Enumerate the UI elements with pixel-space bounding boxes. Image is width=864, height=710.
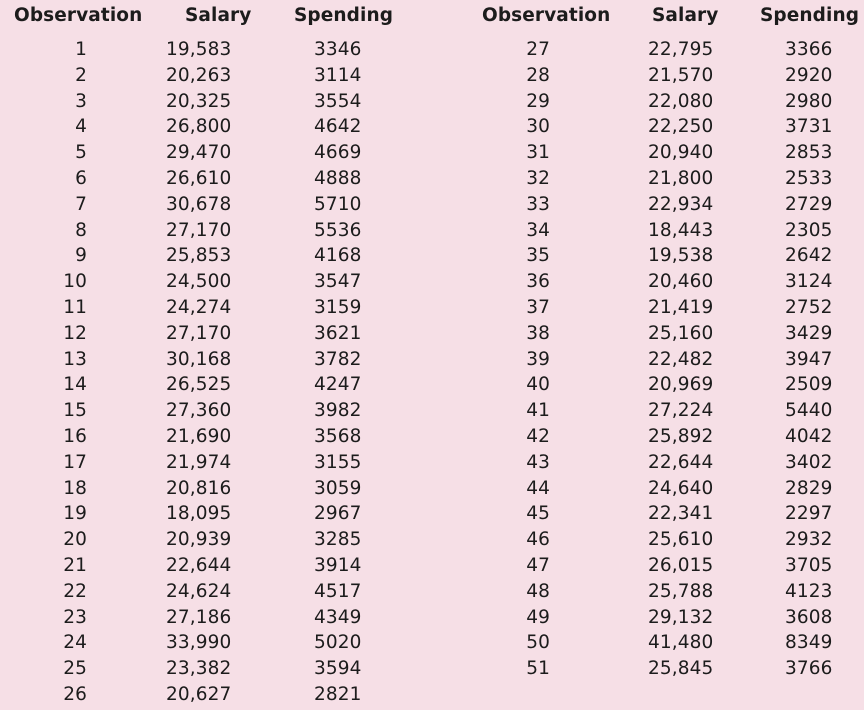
- cell-salary: 22,644: [648, 451, 714, 473]
- cell-observation: 4: [75, 116, 87, 138]
- table-row: [460, 192, 864, 218]
- cell-salary: 20,816: [166, 477, 232, 499]
- cell-salary: 18,095: [166, 503, 232, 525]
- cell-observation: 5: [75, 142, 87, 164]
- cell-observation: 41: [526, 400, 550, 422]
- cell-spending: 3285: [314, 529, 362, 551]
- cell-observation: 30: [526, 116, 550, 138]
- table-row: [460, 476, 864, 502]
- cell-salary: 22,341: [648, 503, 714, 525]
- table-row: [0, 630, 420, 656]
- cell-spending: 2853: [785, 142, 833, 164]
- header-spending: Spending: [294, 5, 394, 26]
- cell-observation: 8: [75, 219, 87, 241]
- cell-salary: 21,974: [166, 451, 232, 473]
- table-row: [460, 269, 864, 295]
- table-row: [0, 450, 420, 476]
- cell-salary: 24,500: [166, 271, 232, 293]
- cell-observation: 26: [63, 683, 87, 705]
- cell-spending: 2297: [785, 503, 833, 525]
- cell-salary: 30,678: [166, 193, 232, 215]
- cell-salary: 27,170: [166, 219, 232, 241]
- cell-spending: 3346: [314, 39, 362, 60]
- cell-salary: 21,690: [166, 425, 232, 447]
- cell-observation: 28: [526, 64, 550, 86]
- cell-salary: 24,624: [166, 580, 232, 602]
- cell-observation: 15: [63, 400, 87, 422]
- cell-spending: 5440: [785, 400, 833, 422]
- cell-spending: 3705: [785, 554, 833, 576]
- cell-observation: 22: [63, 580, 87, 602]
- cell-observation: 44: [526, 477, 550, 499]
- cell-observation: 14: [63, 374, 87, 396]
- table-row: [460, 553, 864, 579]
- cell-salary: 21,570: [648, 64, 714, 86]
- cell-spending: 3059: [314, 477, 362, 499]
- cell-observation: 31: [526, 142, 550, 164]
- cell-observation: 51: [526, 658, 550, 680]
- cell-spending: 4247: [314, 374, 362, 396]
- cell-observation: 46: [526, 529, 550, 551]
- cell-spending: 2729: [785, 193, 833, 215]
- cell-observation: 25: [63, 658, 87, 680]
- cell-spending: 3159: [314, 296, 362, 318]
- table-row: [460, 321, 864, 347]
- table-row: [460, 295, 864, 321]
- cell-spending: 5536: [314, 219, 362, 241]
- cell-spending: 2509: [785, 374, 833, 396]
- cell-salary: 23,382: [166, 658, 232, 680]
- table-row: [460, 450, 864, 476]
- cell-spending: 3766: [785, 658, 833, 680]
- table-left-block: [0, 0, 420, 704]
- cell-observation: 42: [526, 425, 550, 447]
- table-row: [460, 424, 864, 450]
- table-row: [0, 682, 420, 708]
- table-row: [0, 372, 420, 398]
- cell-salary: 18,443: [648, 219, 714, 241]
- header-observation: Observation: [14, 5, 143, 26]
- cell-salary: 30,168: [166, 348, 232, 370]
- table-row: [0, 37, 420, 63]
- cell-salary: 25,160: [648, 322, 714, 344]
- cell-observation: 29: [526, 90, 550, 112]
- cell-spending: 4517: [314, 580, 362, 602]
- cell-observation: 20: [63, 529, 87, 551]
- cell-salary: 25,845: [648, 658, 714, 680]
- cell-observation: 38: [526, 322, 550, 344]
- cell-salary: 22,644: [166, 554, 232, 576]
- header-spending: Spending: [760, 5, 860, 26]
- cell-spending: 2533: [785, 167, 833, 189]
- cell-spending: 3402: [785, 451, 833, 473]
- cell-spending: 3554: [314, 90, 362, 112]
- cell-spending: 4669: [314, 142, 362, 164]
- cell-salary: 41,480: [648, 632, 714, 654]
- cell-salary: 22,080: [648, 90, 714, 112]
- table-row: [0, 140, 420, 166]
- cell-salary: 24,274: [166, 296, 232, 318]
- table-row: [0, 656, 420, 682]
- cell-observation: 24: [63, 632, 87, 654]
- cell-salary: 26,015: [648, 554, 714, 576]
- cell-observation: 11: [63, 296, 87, 318]
- table-row: [0, 398, 420, 424]
- cell-salary: 24,640: [648, 477, 714, 499]
- table-row: [0, 269, 420, 295]
- cell-observation: 45: [526, 503, 550, 525]
- cell-observation: 12: [63, 322, 87, 344]
- cell-salary: 20,969: [648, 374, 714, 396]
- cell-salary: 22,482: [648, 348, 714, 370]
- table-row: [460, 347, 864, 373]
- cell-salary: 20,627: [166, 683, 232, 705]
- cell-salary: 25,788: [648, 580, 714, 602]
- header-observation: Observation: [482, 5, 611, 26]
- cell-observation: 47: [526, 554, 550, 576]
- cell-salary: 25,610: [648, 529, 714, 551]
- table-row: [0, 114, 420, 140]
- cell-observation: 35: [526, 245, 550, 267]
- cell-spending: 3429: [785, 322, 833, 344]
- cell-observation: 49: [526, 606, 550, 628]
- cell-salary: 33,990: [166, 632, 232, 654]
- cell-salary: 21,419: [648, 296, 714, 318]
- cell-observation: 16: [63, 425, 87, 447]
- table-row: [460, 37, 864, 63]
- table-row: [0, 192, 420, 218]
- cell-salary: 22,934: [648, 193, 714, 215]
- table-row: [460, 527, 864, 553]
- table-row: [460, 218, 864, 244]
- cell-observation: 18: [63, 477, 87, 499]
- cell-spending: 3914: [314, 554, 362, 576]
- table-row: [460, 140, 864, 166]
- cell-salary: 26,610: [166, 167, 232, 189]
- table-row: [460, 89, 864, 115]
- cell-observation: 1: [75, 39, 87, 60]
- cell-salary: 26,525: [166, 374, 232, 396]
- table-row: [460, 656, 864, 682]
- table-header-left: [0, 0, 420, 33]
- cell-salary: 27,360: [166, 400, 232, 422]
- cell-observation: 39: [526, 348, 550, 370]
- cell-salary: 21,800: [648, 167, 714, 189]
- cell-observation: 36: [526, 271, 550, 293]
- table-row: [460, 579, 864, 605]
- cell-spending: 3155: [314, 451, 362, 473]
- cell-spending: 3731: [785, 116, 833, 138]
- table-row: [0, 218, 420, 244]
- cell-observation: 48: [526, 580, 550, 602]
- table-rows-left: [0, 37, 420, 708]
- cell-salary: 27,170: [166, 322, 232, 344]
- cell-spending: 5020: [314, 632, 362, 654]
- table-row: [0, 243, 420, 269]
- table-row: [0, 527, 420, 553]
- table-row: [0, 605, 420, 631]
- cell-spending: 2967: [314, 503, 362, 525]
- table-row: [460, 63, 864, 89]
- cell-spending: 3594: [314, 658, 362, 680]
- cell-observation: 50: [526, 632, 550, 654]
- cell-salary: 26,800: [166, 116, 232, 138]
- cell-observation: 19: [63, 503, 87, 525]
- cell-spending: 3947: [785, 348, 833, 370]
- table-row: [0, 89, 420, 115]
- table-rows-right: [460, 37, 864, 682]
- cell-observation: 3: [75, 90, 87, 112]
- cell-spending: 3547: [314, 271, 362, 293]
- cell-spending: 2305: [785, 219, 833, 241]
- cell-spending: 4042: [785, 425, 833, 447]
- cell-salary: 20,939: [166, 529, 232, 551]
- cell-observation: 21: [63, 554, 87, 576]
- cell-observation: 37: [526, 296, 550, 318]
- cell-salary: 22,795: [648, 39, 714, 60]
- cell-spending: 4123: [785, 580, 833, 602]
- cell-salary: 27,186: [166, 606, 232, 628]
- cell-salary: 29,132: [648, 606, 714, 628]
- table-row: [0, 424, 420, 450]
- cell-observation: 43: [526, 451, 550, 473]
- cell-salary: 19,583: [166, 39, 232, 60]
- cell-observation: 9: [75, 245, 87, 267]
- cell-salary: 29,470: [166, 142, 232, 164]
- cell-salary: 20,263: [166, 64, 232, 86]
- cell-observation: 17: [63, 451, 87, 473]
- cell-observation: 2: [75, 64, 87, 86]
- header-salary: Salary: [652, 5, 719, 26]
- cell-observation: 23: [63, 606, 87, 628]
- cell-spending: 2980: [785, 90, 833, 112]
- header-salary: Salary: [185, 5, 252, 26]
- cell-observation: 7: [75, 193, 87, 215]
- cell-observation: 13: [63, 348, 87, 370]
- table-row: [460, 605, 864, 631]
- cell-spending: 3608: [785, 606, 833, 628]
- cell-salary: 25,892: [648, 425, 714, 447]
- cell-spending: 2752: [785, 296, 833, 318]
- table-row: [0, 347, 420, 373]
- cell-spending: 3982: [314, 400, 362, 422]
- cell-spending: 3114: [314, 64, 362, 86]
- cell-observation: 34: [526, 219, 550, 241]
- cell-salary: 20,325: [166, 90, 232, 112]
- table-row: [460, 114, 864, 140]
- table-row: [460, 501, 864, 527]
- cell-spending: 2642: [785, 245, 833, 267]
- cell-spending: 5710: [314, 193, 362, 215]
- cell-salary: 20,460: [648, 271, 714, 293]
- cell-spending: 3568: [314, 425, 362, 447]
- cell-spending: 4168: [314, 245, 362, 267]
- cell-salary: 20,940: [648, 142, 714, 164]
- table-row: [0, 321, 420, 347]
- cell-spending: 4642: [314, 116, 362, 138]
- table-row: [460, 243, 864, 269]
- cell-salary: 22,250: [648, 116, 714, 138]
- table-header-right: [460, 0, 864, 33]
- cell-spending: 3621: [314, 322, 362, 344]
- table-row: [460, 372, 864, 398]
- cell-spending: 8349: [785, 632, 833, 654]
- table-row: [0, 579, 420, 605]
- table-row: [460, 398, 864, 424]
- cell-spending: 2821: [314, 683, 362, 705]
- cell-observation: 27: [526, 39, 550, 60]
- table-row: [0, 166, 420, 192]
- cell-observation: 6: [75, 167, 87, 189]
- cell-salary: 27,224: [648, 400, 714, 422]
- cell-spending: 2829: [785, 477, 833, 499]
- cell-observation: 33: [526, 193, 550, 215]
- cell-spending: 3782: [314, 348, 362, 370]
- table-row: [0, 553, 420, 579]
- table-row: [0, 501, 420, 527]
- cell-observation: 32: [526, 167, 550, 189]
- table-row: [0, 476, 420, 502]
- cell-spending: 3124: [785, 271, 833, 293]
- table-row: [0, 295, 420, 321]
- table-right-block: [460, 0, 864, 678]
- cell-observation: 10: [63, 271, 87, 293]
- cell-spending: 4888: [314, 167, 362, 189]
- cell-salary: 19,538: [648, 245, 714, 267]
- cell-spending: 2932: [785, 529, 833, 551]
- cell-spending: 3366: [785, 39, 833, 60]
- table-row: [460, 166, 864, 192]
- cell-salary: 25,853: [166, 245, 232, 267]
- cell-spending: 2920: [785, 64, 833, 86]
- cell-spending: 4349: [314, 606, 362, 628]
- table-row: [460, 630, 864, 656]
- cell-observation: 40: [526, 374, 550, 396]
- table-row: [0, 63, 420, 89]
